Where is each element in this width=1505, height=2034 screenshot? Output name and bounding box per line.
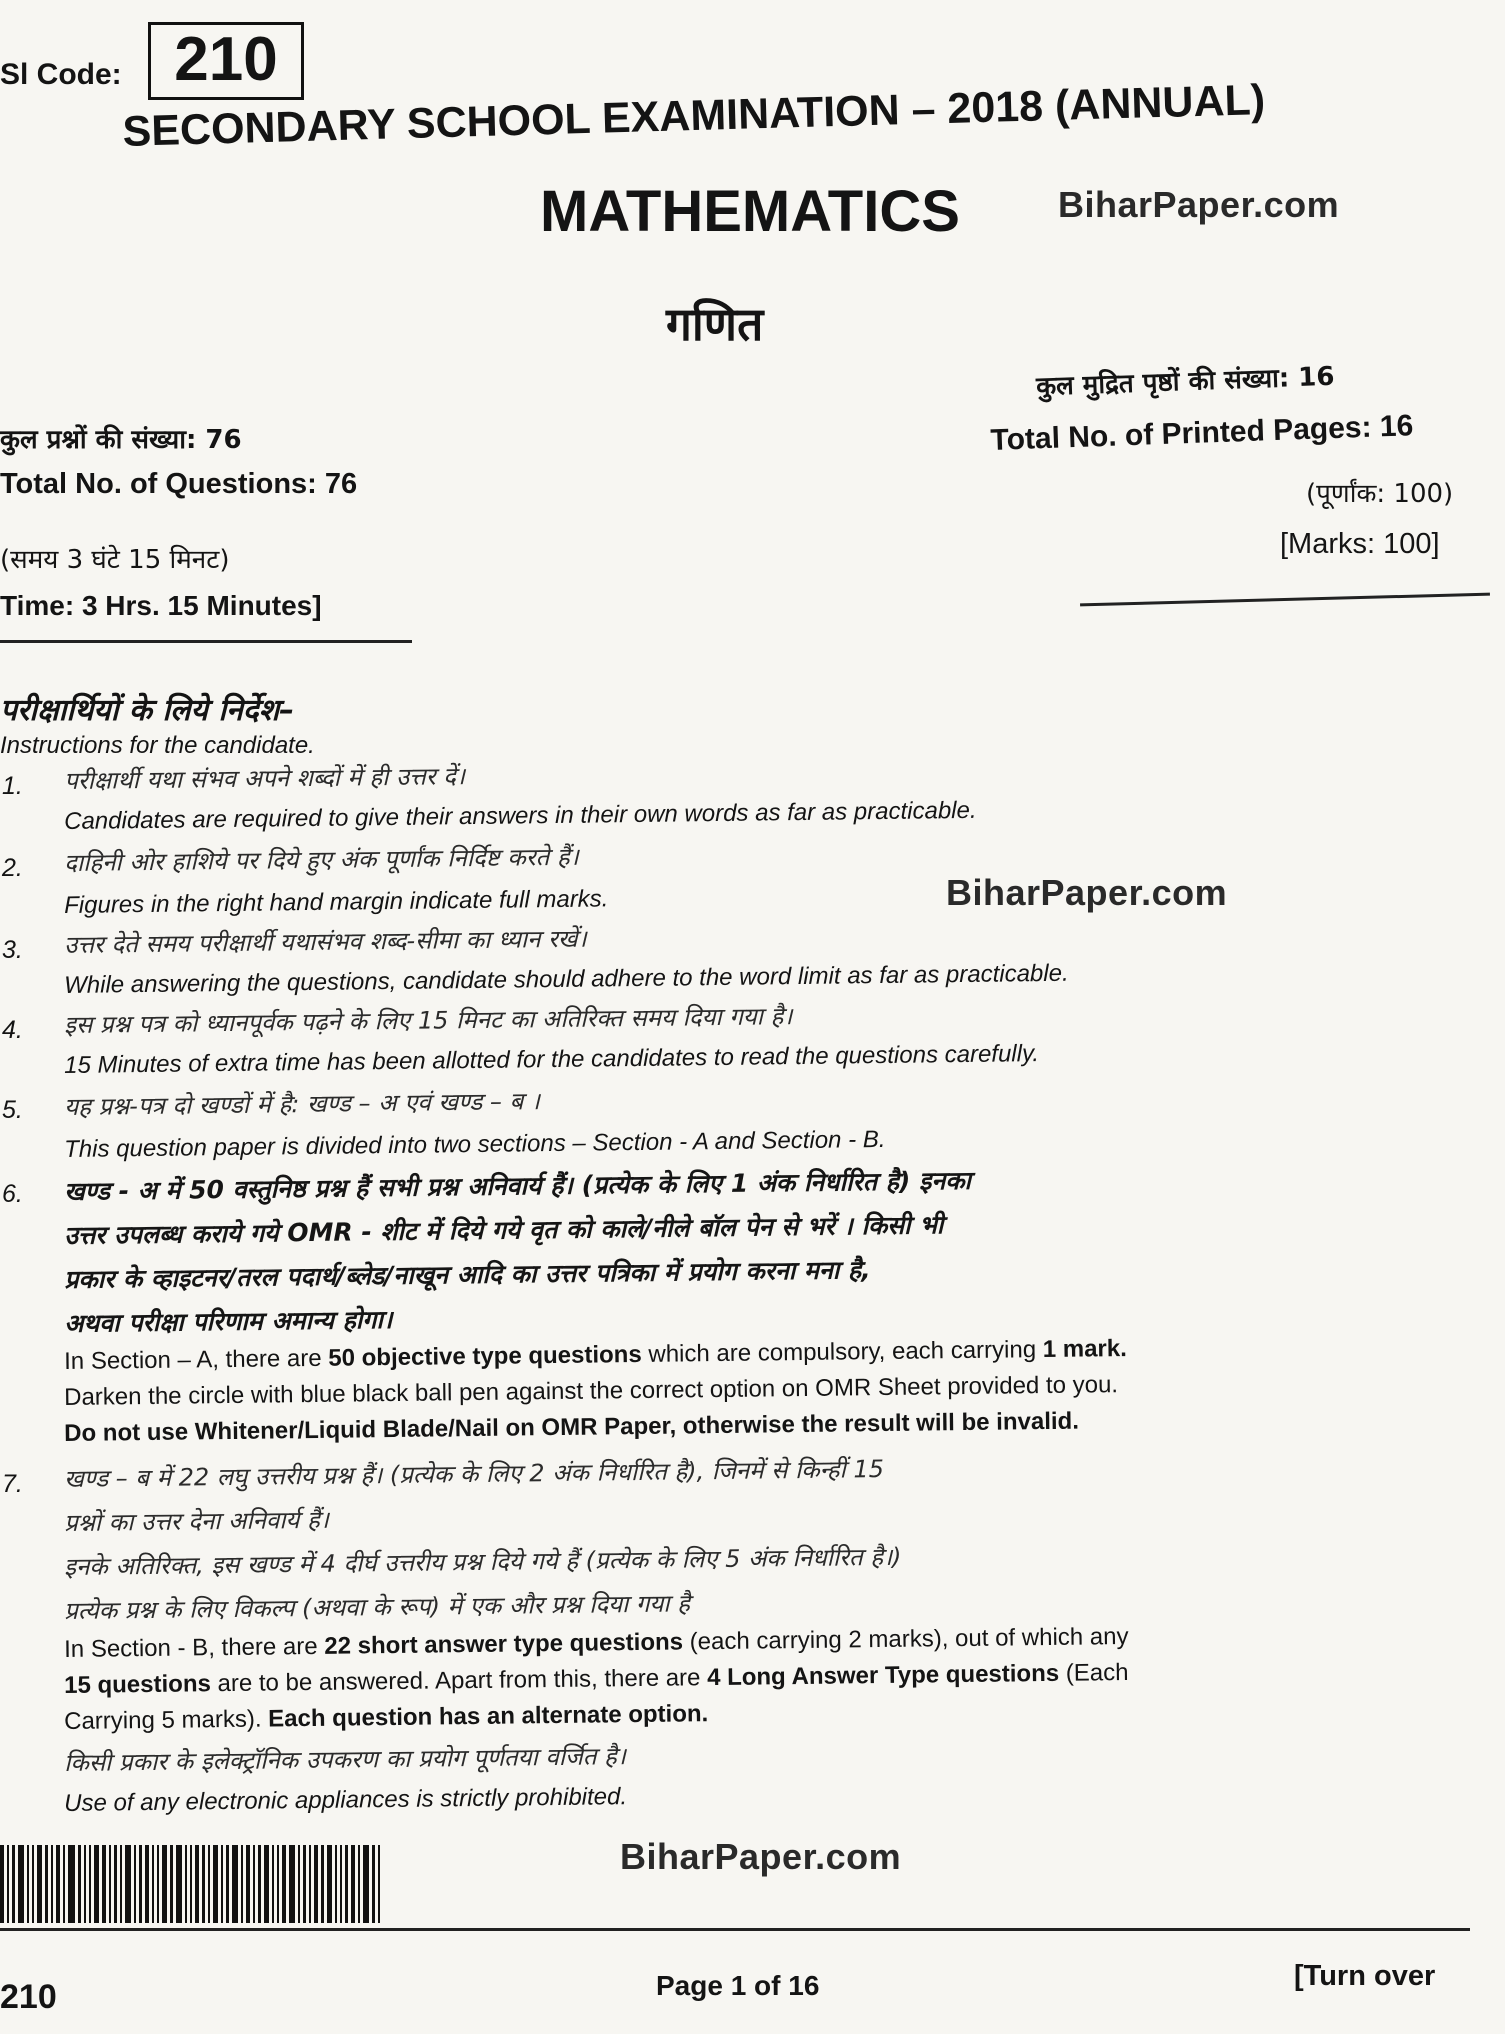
instructions-heading: Instructions for the candidate. — [0, 732, 315, 759]
barcode-bar — [185, 1845, 187, 1923]
subject-title: MATHEMATICS — [540, 179, 960, 244]
barcode-bar — [94, 1845, 99, 1923]
barcode-bar — [37, 1845, 42, 1923]
barcode-bar — [170, 1845, 173, 1923]
barcode-bar — [56, 1845, 60, 1923]
barcode-bar — [213, 1845, 218, 1923]
instruction-6-hindi-line-3: प्रकार के व्हाइटनर/तरल पदार्थ/ब्लेड/नाखून आदि का उत्तर पत्रिका में प्रयोग करना मना है, — [64, 1255, 871, 1294]
barcode-bar — [303, 1845, 306, 1923]
barcode-bar — [51, 1845, 53, 1923]
text-span-bold: 1 mark. — [1042, 1335, 1127, 1364]
barcode-bar — [363, 1845, 369, 1923]
barcode-bar — [345, 1845, 348, 1923]
page-number: Page 1 of 16 — [656, 1970, 820, 2001]
barcode-bar — [18, 1845, 24, 1923]
barcode-bar — [258, 1845, 261, 1923]
subject-title-hindi: गणित — [666, 297, 764, 351]
text-span: In Section - B, there are — [64, 1632, 325, 1663]
barcode-bar — [314, 1845, 318, 1923]
instruction-7-line-4: Use of any electronic appliances is strictly prohibited. — [64, 1783, 628, 1817]
sl-code-box: 210 — [148, 22, 304, 100]
text-span: which are compulsory, each carrying — [641, 1336, 1043, 1368]
barcode-bar — [157, 1845, 159, 1923]
sl-code-label: Sl Code: — [0, 58, 122, 91]
instruction-7-hindi-line-2: प्रश्नों का उत्तर देना अनिवार्य हैं। — [64, 1505, 330, 1537]
barcode-bar — [351, 1845, 355, 1923]
barcode-bar — [264, 1845, 269, 1923]
instruction-7-line-3 — [64, 1700, 708, 1736]
barcode-bar — [202, 1845, 205, 1923]
time-hindi: (समय 3 घंटे 15 मिनट) — [0, 545, 230, 575]
barcode-bar — [109, 1845, 111, 1923]
marks-hindi: (पूर्णांक: 100) — [1306, 479, 1454, 509]
barcode-bar — [282, 1845, 286, 1923]
text-span-bold: 22 short answer type questions — [324, 1628, 684, 1660]
instruction-6-line-1 — [64, 1335, 1127, 1376]
barcode-bar — [68, 1845, 75, 1923]
barcode-bar — [27, 1845, 29, 1923]
barcode-bar — [232, 1845, 238, 1923]
turn-over: [Turn over — [1294, 1960, 1436, 1992]
instruction-5-hindi: यह प्रश्न-पत्र दो खण्डों में है: खण्ड – अ एवं खण्ड – ब । — [64, 1087, 541, 1121]
barcode-bar — [289, 1845, 295, 1923]
divider-right — [1080, 593, 1490, 607]
instruction-number: 4. — [2, 1016, 23, 1044]
barcode-bar — [241, 1845, 243, 1923]
instruction-1: Candidates are required to give their answers in their own words as far as practicable. — [64, 796, 977, 835]
instruction-6-hindi-line-1: खण्ड - अ में 50 वस्तुनिष्ठ प्रश्न हैं सभी प्रश्न अनिवार्य हैं। (प्रत्येक के लिए 1 अंक निर्धारित है) इनका — [64, 1165, 972, 1206]
instruction-number: 1. — [2, 772, 23, 800]
barcode — [0, 1845, 476, 1923]
barcode-bar — [45, 1845, 48, 1923]
barcode-bar — [84, 1845, 86, 1923]
text-span-bold: Each question has an alternate option. — [261, 1700, 709, 1733]
barcode-bar — [114, 1845, 117, 1923]
barcode-bar — [253, 1845, 255, 1923]
pages-count: Total No. of Printed Pages: 16 — [990, 409, 1414, 457]
barcode-bar — [372, 1845, 375, 1923]
barcode-bar — [246, 1845, 250, 1923]
barcode-bar — [0, 1845, 4, 1923]
watermark-middle: BiharPaper.com — [946, 872, 1228, 913]
instructions-heading-hindi: परीक्षार्थियों के लिये निर्देश– — [0, 693, 295, 728]
barcode-bar — [89, 1845, 91, 1923]
instruction-6-hindi-line-2: उत्तर उपलब्ध कराये गये OMR - शीट में दिये गये वृत को काले/नीले बॉल पेन से भरें । किसी भी — [64, 1210, 944, 1250]
instruction-4-hindi: इस प्रश्न पत्र को ध्यानपूर्वक पढ़ने के लिए 15 मिनट का अतिरिक्त समय दिया गया है। — [64, 1002, 793, 1039]
text-span: (Each — [1058, 1658, 1129, 1687]
barcode-bar — [78, 1845, 81, 1923]
instruction-7-line-1 — [64, 1623, 1129, 1664]
watermark-top: BiharPaper.com — [1058, 184, 1340, 225]
text-span: Carrying 5 marks). — [64, 1705, 262, 1735]
instruction-7-hindi-line-1: खण्ड – ब में 22 लघु उत्तरीय प्रश्न हैं। (प्रत्येक के लिए 2 अंक निर्धारित है), जिनमें से किन्हीं 15 — [64, 1454, 885, 1493]
instruction-2: Figures in the right hand margin indicate full marks. — [64, 885, 609, 919]
text-span-bold: 15 questions — [64, 1670, 212, 1699]
pages-count-hindi: कुल मुद्रित पृष्ठों की संख्या: 16 — [1035, 361, 1335, 403]
barcode-bar — [340, 1845, 342, 1923]
instruction-number: 7. — [2, 1470, 23, 1498]
barcode-bar — [134, 1845, 136, 1923]
instruction-2-hindi: दाहिनी ओर हाशिये पर दिये हुए अंक पूर्णांक निर्दिष्ट करते हैं। — [64, 842, 579, 877]
questions-count-hindi: कुल प्रश्नों की संख्या: 76 — [0, 425, 242, 455]
instruction-3-hindi: उत्तर देते समय परीक्षार्थी यथासंभव शब्द-सीमा का ध्यान रखें। — [64, 924, 587, 959]
instruction-7-hindi-line-3: इनके अतिरिक्त, इस खण्ड में 4 दीर्घ उत्तरीय प्रश्न दिये गये हैं (प्रत्येक के लिए 5 अंक निर्धारित है।) — [64, 1542, 902, 1581]
instruction-number: 5. — [2, 1096, 23, 1124]
marks: [Marks: 100] — [1280, 528, 1440, 560]
footer-code: 210 — [0, 1978, 57, 2016]
barcode-bar — [63, 1845, 65, 1923]
barcode-bar — [162, 1845, 167, 1923]
instruction-number: 6. — [2, 1180, 23, 1208]
text-span: are to be answered. Apart from this, there are — [210, 1664, 708, 1698]
instruction-6-line-2: Darken the circle with blue black ball pen against the correct option on OMR Sheet provided to you. — [64, 1371, 1119, 1411]
barcode-bar — [208, 1845, 210, 1923]
barcode-bar — [321, 1845, 324, 1923]
time: Time: 3 Hrs. 15 Minutes] — [0, 590, 322, 621]
instruction-7-hindi-line-4: प्रत्येक प्रश्न के लिए विकल्प (अथवा के रूप) में एक और प्रश्न दिया गया है — [64, 1589, 691, 1625]
barcode-bar — [226, 1845, 229, 1923]
barcode-bar — [327, 1845, 332, 1923]
instruction-1-hindi: परीक्षार्थी यथा संभव अपने शब्दों में ही उत्तर दें। — [64, 762, 466, 795]
barcode-bar — [125, 1845, 131, 1923]
text-span: (each carrying 2 marks), out of which any — [682, 1622, 1129, 1656]
text-span: In Section – A, there are — [64, 1344, 329, 1375]
barcode-bar — [12, 1845, 15, 1923]
divider-left — [0, 640, 412, 643]
barcode-bar — [32, 1845, 34, 1923]
instruction-6-hindi-line-4: अथवा परीक्षा परिणाम अमान्य होगा। — [64, 1304, 393, 1338]
barcode-bar — [378, 1845, 380, 1923]
barcode-bar — [152, 1845, 154, 1923]
instruction-3: While answering the questions, candidate should adhere to the word limit as far as practicable. — [64, 959, 1069, 999]
text-span-bold: 50 objective type questions — [328, 1340, 642, 1372]
instruction-number: 2. — [2, 854, 23, 882]
watermark-bottom: BiharPaper.com — [620, 1836, 902, 1877]
questions-count: Total No. of Questions: 76 — [0, 468, 358, 500]
footer-divider — [0, 1928, 1470, 1931]
barcode-bar — [221, 1845, 223, 1923]
barcode-bar — [139, 1845, 142, 1923]
barcode-bar — [298, 1845, 300, 1923]
instruction-7-hindi-line-5: किसी प्रकार के इलेक्ट्रॉनिक उपकरण का प्रयोग पूर्णतया वर्जित है। — [64, 1742, 627, 1777]
instruction-number: 3. — [2, 936, 23, 964]
barcode-bar — [335, 1845, 337, 1923]
instruction-4: 15 Minutes of extra time has been allotted for the candidates to read the questions carefully. — [64, 1040, 1040, 1079]
instruction-7-line-2 — [64, 1659, 1129, 1700]
barcode-bar — [309, 1845, 311, 1923]
barcode-bar — [7, 1845, 9, 1923]
barcode-bar — [272, 1845, 274, 1923]
barcode-bar — [358, 1845, 360, 1923]
barcode-bar — [120, 1845, 122, 1923]
barcode-bar — [195, 1845, 199, 1923]
instruction-6-line-3: Do not use Whitener/Liquid Blade/Nail on OMR Paper, otherwise the result will be invalid. — [64, 1407, 1080, 1447]
text-span-bold: 4 Long Answer Type questions — [706, 1659, 1060, 1692]
barcode-bar — [277, 1845, 279, 1923]
barcode-bar — [145, 1845, 149, 1923]
barcode-bar — [190, 1845, 192, 1923]
exam-title: SECONDARY SCHOOL EXAMINATION – 2018 (ANNUAL) — [122, 76, 1266, 156]
barcode-bar — [176, 1845, 182, 1923]
instruction-5: This question paper is divided into two sections – Section - A and Section - B. — [64, 1125, 886, 1163]
barcode-bar — [102, 1845, 106, 1923]
